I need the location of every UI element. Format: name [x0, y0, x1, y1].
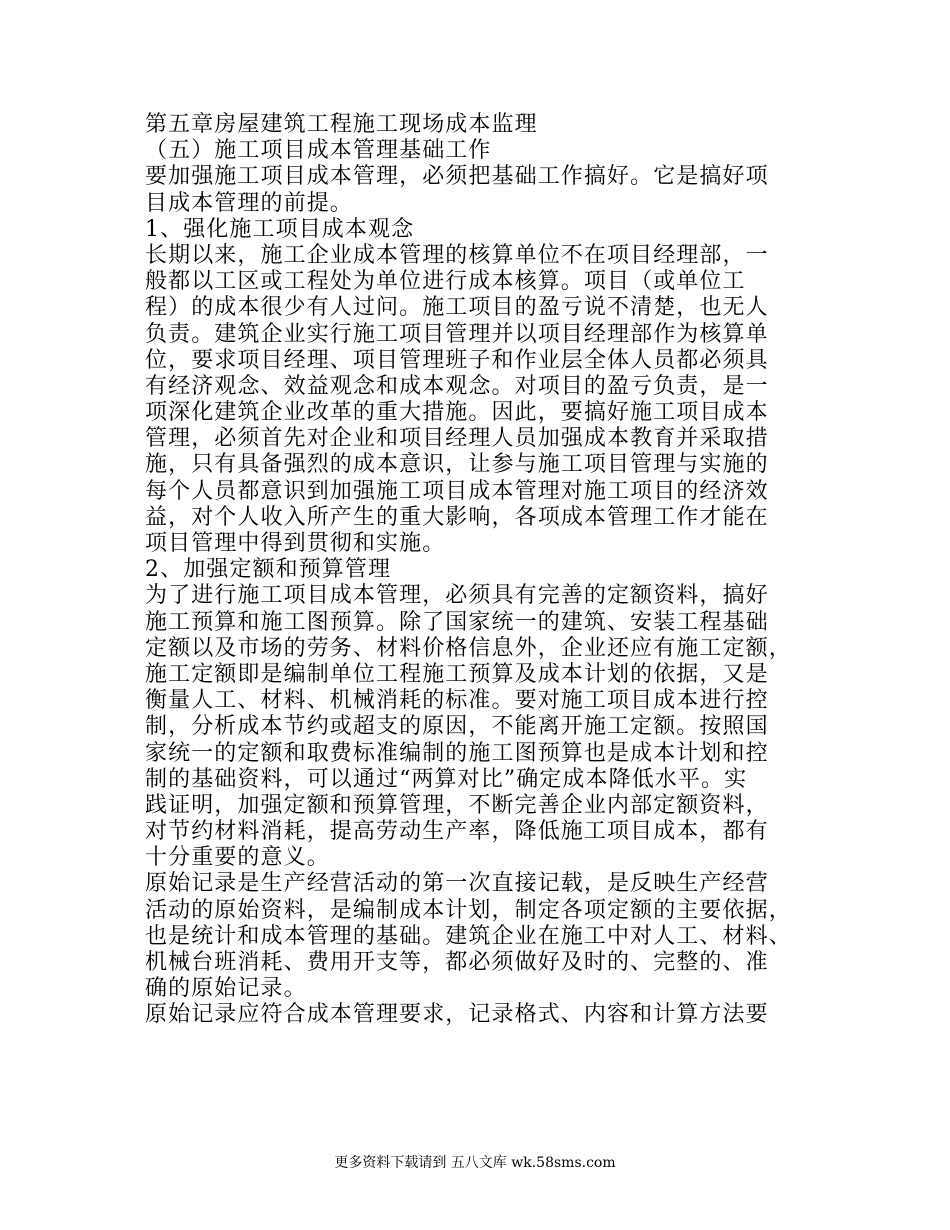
paragraph-line: 每个人员都意识到加强施工项目成本管理对施工项目的经济效 — [145, 478, 769, 504]
paragraph-line: 对节约材料消耗，提高劳动生产率，降低施工项目成本，都有 — [145, 819, 769, 845]
paragraph-line: 益，对个人收入所产生的重大影响，各项成本管理工作才能在 — [145, 504, 769, 530]
subsection-heading: 1、强化施工项目成本观念 — [145, 216, 415, 242]
paragraph-line: 有经济观念、效益观念和成本观念。对项目的盈亏负责，是一 — [145, 373, 769, 399]
section-heading: （五）施工项目成本管理基础工作 — [145, 138, 492, 164]
paragraph-line: 项目管理中得到贯彻和实施。 — [145, 531, 446, 556]
paragraph-line: 程）的成本很少有人过问。施工项目的盈亏说不清楚，也无人 — [145, 295, 769, 321]
paragraph-line: 施，只有具备强烈的成本意识，让参与施工项目管理与实施的 — [145, 452, 769, 478]
footer-note: 更多资料下载请到 五八文库 wk.58sms.com — [334, 1155, 616, 1171]
paragraph-line: 原始记录是生产经营活动的第一次直接记载，是反映生产经营 — [145, 871, 769, 897]
document-body — [145, 112, 813, 1029]
subsection-heading: 2、加强定额和预算管理 — [145, 557, 392, 583]
paragraph-line: 也是统计和成本管理的基础。建筑企业在施工中对人工、材料、 — [145, 923, 792, 949]
paragraph-line: 机械台班消耗、费用开支等，都必须做好及时的、完整的、准 — [145, 950, 769, 975]
paragraph-line: 般都以工区或工程处为单位进行成本核算。项目（或单位工 — [145, 269, 746, 295]
paragraph-line: 施工定额即是编制单位工程施工预算及成本计划的依据，又是 — [145, 661, 769, 687]
paragraph-line: 为了进行施工项目成本管理，必须具有完善的定额资料，搞好 — [145, 583, 769, 609]
paragraph-line: 项深化建筑企业改革的重大措施。因此，要搞好施工项目成本 — [145, 400, 769, 426]
paragraph-line: 践证明，加强定额和预算管理，不断完善企业内部定额资料， — [145, 792, 769, 818]
paragraph-line: 活动的原始资料，是编制成本计划，制定各项定额的主要依据， — [145, 897, 792, 923]
paragraph-line: 要加强施工项目成本管理，必须把基础工作搞好。它是搞好项 — [145, 164, 769, 190]
paragraph-line: 负责。建筑企业实行施工项目管理并以项目经理部作为核算单 — [145, 321, 769, 347]
paragraph-line: 制的基础资料，可以通过“两算对比”确定成本降低水平。实 — [145, 766, 748, 792]
chapter-title: 第五章房屋建筑工程施工现场成本监理 — [145, 112, 538, 137]
paragraph-line: 目成本管理的前提。 — [145, 190, 353, 216]
paragraph-line: 确的原始记录。 — [145, 976, 307, 1002]
paragraph-line: 施工预算和施工图预算。除了国家统一的建筑、安装工程基础 — [145, 609, 769, 635]
paragraph-line: 家统一的定额和取费标准编制的施工图预算也是成本计划和控 — [145, 740, 769, 766]
paragraph-line: 原始记录应符合成本管理要求，记录格式、内容和计算方法要 — [145, 1002, 769, 1028]
paragraph-line: 衡量人工、材料、机械消耗的标准。要对施工项目成本进行控 — [145, 688, 769, 714]
paragraph-line: 定额以及市场的劳务、材料价格信息外，企业还应有施工定额， — [145, 635, 792, 661]
paragraph-line: 制，分析成本节约或超支的原因，不能离开施工定额。按照国 — [145, 714, 769, 740]
paragraph-line: 十分重要的意义。 — [145, 845, 330, 871]
paragraph-line: 管理，必须首先对企业和项目经理人员加强成本教育并采取措 — [145, 426, 769, 452]
paragraph-line: 位，要求项目经理、项目管理班子和作业层全体人员都必须具 — [145, 347, 769, 373]
paragraph-line: 长期以来，施工企业成本管理的核算单位不在项目经理部，一 — [145, 242, 769, 268]
